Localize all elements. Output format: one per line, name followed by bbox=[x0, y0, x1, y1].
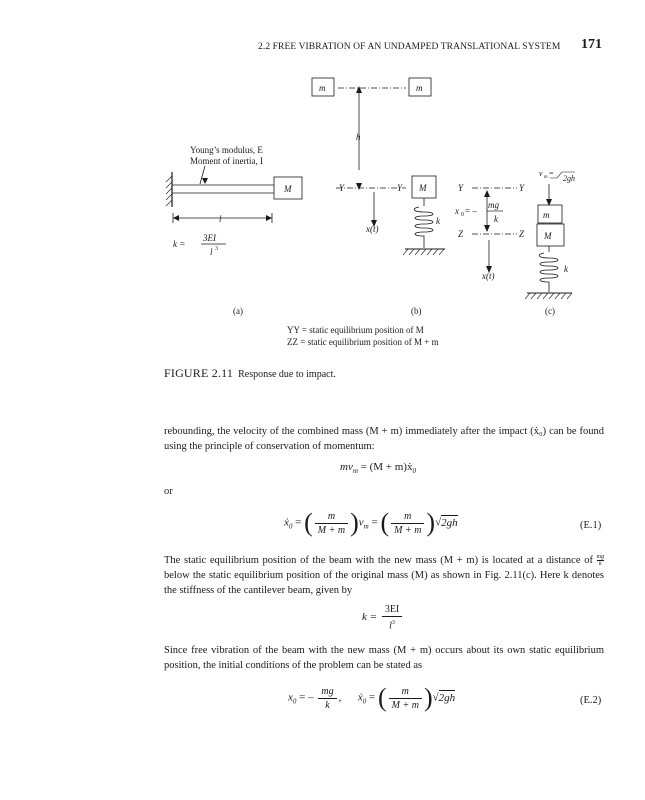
spring-k-label-b: k bbox=[436, 216, 440, 226]
mass-m-c bbox=[538, 205, 562, 223]
equation-e2-label: (E.2) bbox=[580, 695, 602, 706]
velocity-sqrt-arg-c: 2gh bbox=[563, 174, 575, 183]
Y-right-label-c: Y bbox=[519, 183, 525, 193]
panel-b-label: (b) bbox=[411, 306, 422, 316]
height-label: h bbox=[356, 132, 361, 142]
ground-hatch-c bbox=[525, 293, 572, 299]
x0-label-c: x bbox=[455, 206, 459, 216]
x-t-label-c: x(t) bbox=[482, 271, 495, 281]
equation-momentum: $mv_m = (M$ + m)ẋ$_0$ bbox=[340, 461, 416, 476]
svg-text:m: m bbox=[544, 175, 548, 180]
figure-number: FIGURE 2.11 bbox=[164, 366, 234, 380]
figure-caption bbox=[164, 364, 336, 382]
panel-a-label: (a) bbox=[233, 306, 243, 316]
paragraph-momentum: rebounding, the velocity of the combined mass (M + m) immediately after the impact (ẋ₀) can be found using the principle of conservation of momentum: bbox=[164, 426, 604, 452]
x-t-label-b: x(t) bbox=[366, 224, 379, 234]
or-text: or bbox=[164, 486, 173, 497]
k-den-a: l bbox=[210, 247, 213, 257]
wall-hatch-a bbox=[166, 176, 172, 206]
page-number: 171 bbox=[581, 37, 602, 52]
spring-c bbox=[539, 246, 558, 292]
velocity-label-c: v bbox=[539, 169, 543, 178]
panel-c-label: (c) bbox=[545, 306, 555, 316]
moment-inertia-label: Moment of inertia, I bbox=[190, 156, 263, 166]
equation-stiffness: k = $\frac{3EI}{l^3}$ bbox=[362, 603, 404, 632]
Z-right-label-c: Z bbox=[519, 229, 525, 239]
mass-m-label-c: m bbox=[543, 210, 550, 220]
Y-left-label-b: Y bbox=[339, 183, 345, 193]
figure-caption-text: Response due to impact. bbox=[238, 369, 336, 380]
paragraph-equilibrium: The static equilibrium position of the beam with the new mass (M + m) is located at a distance of $\frac{mg}{k}$ below the static equilibrium position of the original mass (M) as shown in Fig. 2.11(c). Here k denotes the stiffness of the cantilever beam, given by bbox=[164, 554, 604, 596]
x0-den-c: k bbox=[494, 214, 498, 224]
k-lhs-a: k = bbox=[173, 239, 186, 249]
Z-left-label-c: Z bbox=[458, 229, 464, 239]
figure-2-11 bbox=[0, 70, 645, 360]
length-label-a: l bbox=[219, 214, 222, 224]
x0-num-c: mg bbox=[488, 200, 499, 210]
youngs-modulus-label: Young’s modulus, E bbox=[190, 145, 263, 155]
equation-e2: $x_0$ = – $\frac{mg}{k}$ , ẋ$_0$ = ( $\frac{m}{M + m}$ )√2gh bbox=[288, 683, 456, 712]
k-num-a: 3EI bbox=[203, 233, 216, 243]
Y-right-label-b: Y bbox=[397, 183, 403, 193]
mass-M-label-a: M bbox=[284, 184, 292, 194]
svg-text:= –: = – bbox=[465, 206, 477, 216]
ground-hatch-b bbox=[403, 249, 444, 255]
spring-k-label-c: k bbox=[564, 264, 568, 274]
k-den-exp-a: 3 bbox=[215, 246, 218, 252]
svg-text:=: = bbox=[549, 169, 554, 178]
mass-m-top-label-b: m bbox=[319, 83, 326, 93]
equation-e1: ẋ$_0$ = ( $\frac{m}{M + m}$ )$v_m$ = ( $\frac{m}{M + m}$ )√2gh bbox=[284, 508, 458, 537]
running-header-title: 2.2 FREE VIBRATION OF AN UNDAMPED TRANSLATIONAL SYSTEM bbox=[258, 42, 561, 52]
mass-M-label-c: M bbox=[544, 231, 552, 241]
spring-b bbox=[414, 198, 433, 248]
equation-e1-label: (E.1) bbox=[580, 520, 602, 531]
svg-text:0: 0 bbox=[461, 212, 464, 218]
mass-m-top-label-b2: m bbox=[416, 83, 423, 93]
paragraph-initial-conditions: Since free vibration of the beam with the new mass (M + m) occurs about its own static equilibrium position, the initial conditions of the problem can be stated as bbox=[164, 645, 604, 671]
legend-yy: YY = static equilibrium position of M bbox=[287, 325, 424, 335]
legend-zz: ZZ = static equilibrium position of M + m bbox=[287, 337, 439, 347]
mass-M-label-b: M bbox=[419, 183, 427, 193]
Y-left-label-c: Y bbox=[458, 183, 464, 193]
arrowheads bbox=[173, 86, 552, 273]
